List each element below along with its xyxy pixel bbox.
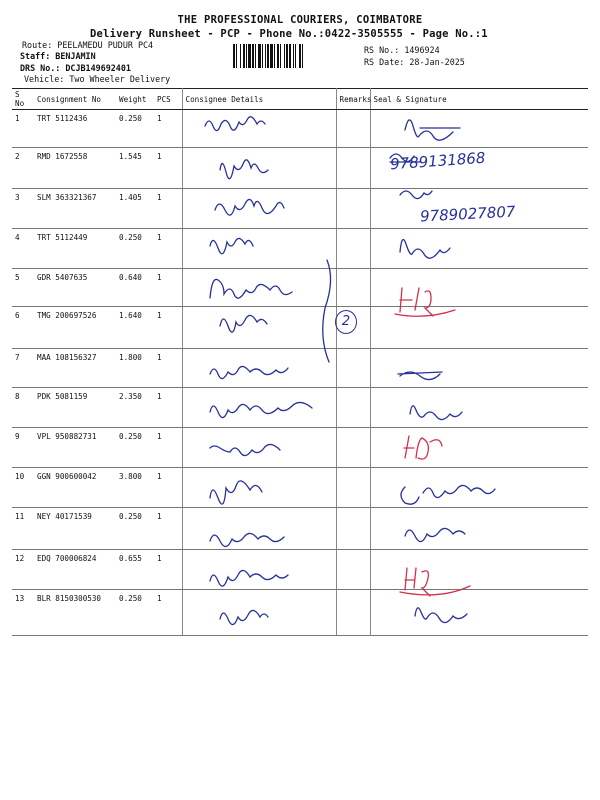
table-row	[12, 468, 588, 508]
pcs-cell: 1	[154, 307, 182, 349]
drs-label: DRS No.: DCJB149692401	[20, 63, 131, 73]
consignee-cell	[182, 388, 336, 428]
weight-cell: 1.800	[116, 349, 154, 388]
remarks-cell	[336, 590, 370, 636]
remarks-cell	[336, 110, 370, 148]
sno-cell: 6	[12, 307, 34, 349]
table-row	[12, 428, 588, 468]
handwritten-phone-1: 9789131868	[389, 148, 486, 174]
consignment-cell: TRT 5112449	[34, 229, 116, 269]
signature-cell	[370, 468, 588, 508]
barcode-bar	[303, 44, 305, 68]
consignment-cell: GDR 5407635	[34, 269, 116, 307]
runsheet-table	[12, 88, 588, 636]
col-sno-header: S No	[12, 89, 34, 110]
signature-cell	[370, 508, 588, 550]
consignee-cell	[182, 590, 336, 636]
weight-cell: 0.250	[116, 110, 154, 148]
pcs-cell: 1	[154, 269, 182, 307]
sno-cell: 8	[12, 388, 34, 428]
sno-cell: 5	[12, 269, 34, 307]
signature-cell	[370, 550, 588, 590]
sno-cell: 7	[12, 349, 34, 388]
sno-cell: 10	[12, 468, 34, 508]
company-title: THE PROFESSIONAL COURIERS, COIMBATORE	[177, 14, 423, 26]
pcs-cell: 1	[154, 590, 182, 636]
consignee-cell	[182, 307, 336, 349]
consignment-cell: GGN 900600042	[34, 468, 116, 508]
pcs-cell: 1	[154, 550, 182, 590]
pcs-cell: 1	[154, 468, 182, 508]
table-body	[12, 110, 588, 636]
table-header-row	[12, 89, 588, 110]
remarks-cell	[336, 468, 370, 508]
sno-cell: 9	[12, 428, 34, 468]
remarks-cell	[336, 148, 370, 189]
consignment-cell: SLM 363321367	[34, 189, 116, 229]
signature-cell	[370, 590, 588, 636]
signature-cell	[370, 189, 588, 229]
col-pcs-header: PCS	[154, 89, 182, 110]
signature-cell	[370, 428, 588, 468]
consignment-cell: RMD 1672558	[34, 148, 116, 189]
remarks-cell	[336, 388, 370, 428]
table-row	[12, 189, 588, 229]
consignee-cell	[182, 508, 336, 550]
pcs-cell: 1	[154, 148, 182, 189]
weight-cell: 0.640	[116, 269, 154, 307]
sno-cell: 13	[12, 590, 34, 636]
col-consignee-header: Consignee Details	[182, 89, 336, 110]
sno-cell: 12	[12, 550, 34, 590]
weight-cell: 1.545	[116, 148, 154, 189]
table-row	[12, 349, 588, 388]
weight-cell: 3.800	[116, 468, 154, 508]
consignment-cell: EDQ 700006824	[34, 550, 116, 590]
table-row	[12, 388, 588, 428]
consignment-cell: TRT 5112436	[34, 110, 116, 148]
pcs-cell: 1	[154, 189, 182, 229]
table-row	[12, 307, 588, 349]
table-row	[12, 148, 588, 189]
consignment-cell: MAA 108156327	[34, 349, 116, 388]
staff-label: Staff: BENJAMIN	[20, 51, 96, 61]
col-weight-header: Weight	[116, 89, 154, 110]
table-row	[12, 269, 588, 307]
rs-number: RS No.: 1496924	[364, 45, 440, 55]
remarks-cell	[336, 349, 370, 388]
remarks-cell	[336, 550, 370, 590]
handwritten-phone-2: 9789027807	[419, 202, 516, 226]
consignee-cell	[182, 229, 336, 269]
consignee-cell	[182, 269, 336, 307]
consignee-cell	[182, 189, 336, 229]
table-row	[12, 110, 588, 148]
route-label: Route: PEELAMEDU PUDUR PC4	[22, 40, 154, 50]
consignment-cell: BLR 8150300530	[34, 590, 116, 636]
remarks-cell	[336, 269, 370, 307]
consignee-cell	[182, 550, 336, 590]
col-remarks-header: Remarks	[336, 89, 370, 110]
consignee-cell	[182, 110, 336, 148]
weight-cell: 0.250	[116, 229, 154, 269]
consignment-cell: VPL 950882731	[34, 428, 116, 468]
pcs-cell: 1	[154, 508, 182, 550]
remarks-cell	[336, 229, 370, 269]
sno-cell: 2	[12, 148, 34, 189]
consignee-cell	[182, 148, 336, 189]
consignee-cell	[182, 428, 336, 468]
pcs-cell: 1	[154, 110, 182, 148]
weight-cell: 0.250	[116, 508, 154, 550]
remarks-cell	[336, 508, 370, 550]
runsheet-subtitle: Delivery Runsheet - PCP - Phone No.:0422-3505555 - Page No.:1	[90, 28, 488, 40]
consignment-cell: NEY 40171539	[34, 508, 116, 550]
table-row	[12, 550, 588, 590]
signature-cell	[370, 349, 588, 388]
table-row	[12, 508, 588, 550]
pcs-cell: 1	[154, 349, 182, 388]
signature-cell	[370, 269, 588, 307]
consignment-cell: PDK 5081159	[34, 388, 116, 428]
sno-cell: 3	[12, 189, 34, 229]
signature-cell	[370, 110, 588, 148]
rs-date: RS Date: 28-Jan-2025	[364, 57, 465, 67]
pcs-cell: 1	[154, 229, 182, 269]
signature-cell	[370, 148, 588, 189]
barcode	[233, 44, 353, 68]
signature-cell	[370, 229, 588, 269]
weight-cell: 0.655	[116, 550, 154, 590]
weight-cell: 1.405	[116, 189, 154, 229]
signature-cell	[370, 307, 588, 349]
weight-cell: 1.640	[116, 307, 154, 349]
remarks-cell	[336, 428, 370, 468]
remarks-cell	[336, 307, 370, 349]
table-row	[12, 590, 588, 636]
remarks-cell	[336, 189, 370, 229]
pcs-cell: 1	[154, 428, 182, 468]
weight-cell: 0.250	[116, 590, 154, 636]
consignee-cell	[182, 349, 336, 388]
consignment-cell: TMG 200697526	[34, 307, 116, 349]
circled-number: 2	[335, 310, 357, 334]
col-consignment-header: Consignment No	[34, 89, 116, 110]
sno-cell: 11	[12, 508, 34, 550]
sno-cell: 4	[12, 229, 34, 269]
pcs-cell: 1	[154, 388, 182, 428]
signature-cell	[370, 388, 588, 428]
vehicle-label: Vehicle: Two Wheeler Delivery	[24, 74, 171, 84]
sno-cell: 1	[12, 110, 34, 148]
consignee-cell	[182, 468, 336, 508]
col-signature-header: Seal & Signature	[370, 89, 588, 110]
weight-cell: 2.350	[116, 388, 154, 428]
table-row	[12, 229, 588, 269]
weight-cell: 0.250	[116, 428, 154, 468]
